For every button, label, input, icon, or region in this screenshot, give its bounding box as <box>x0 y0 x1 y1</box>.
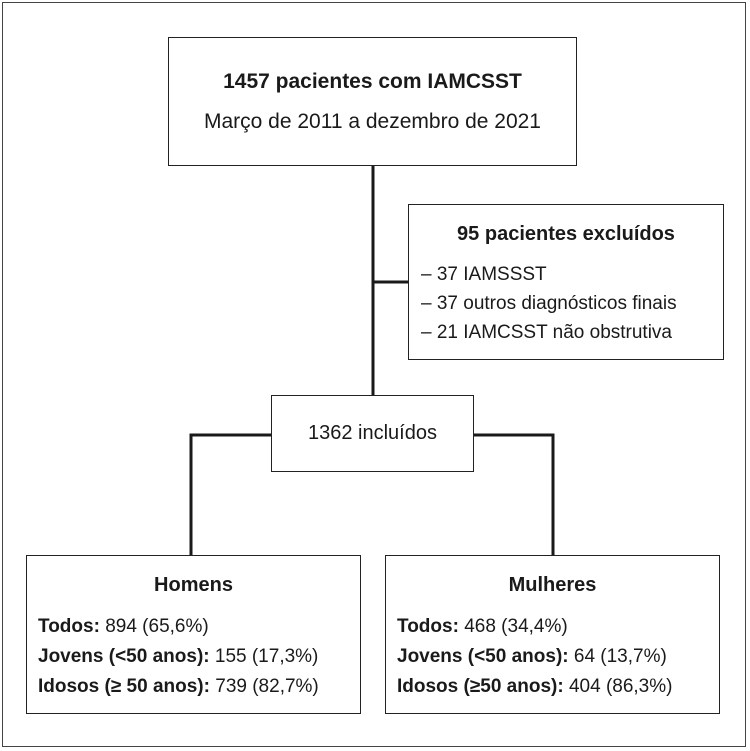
row-label: Jovens (<50 anos): <box>397 646 569 667</box>
excluded-list <box>421 260 677 347</box>
men-stats <box>38 612 319 702</box>
total-patients-title: 1457 pacientes com IAMCSST <box>223 70 522 93</box>
row-label: Todos: <box>397 616 459 637</box>
row-value: 468 (34,4%) <box>458 616 568 637</box>
row-value: 404 (86,3%) <box>563 676 673 697</box>
men-young-row <box>38 642 319 672</box>
women-box <box>385 555 720 714</box>
women-young-row <box>397 642 672 672</box>
row-label: Jovens (<50 anos): <box>38 646 210 667</box>
women-elderly-row <box>397 672 672 702</box>
included-label: 1362 incluídos <box>308 422 437 444</box>
women-stats <box>397 612 672 702</box>
excluded-item: – 21 IAMCSST não obstrutiva <box>421 322 672 343</box>
row-label: Idosos (≥50 anos): <box>397 676 564 697</box>
connector-to-men <box>191 435 271 555</box>
row-value: 64 (13,7%) <box>568 646 667 667</box>
men-title: Homens <box>154 574 233 596</box>
excluded-item: – 37 outros diagnósticos finais <box>421 293 677 314</box>
row-label: Idosos (≥ 50 anos): <box>38 676 210 697</box>
men-all-row <box>38 612 319 642</box>
row-label: Todos: <box>38 616 100 637</box>
women-all-row <box>397 612 672 642</box>
men-box <box>26 555 361 714</box>
excluded-box <box>408 204 724 360</box>
row-value: 739 (82,7%) <box>209 676 319 697</box>
row-value: 894 (65,6%) <box>99 616 209 637</box>
row-value: 155 (17,3%) <box>209 646 319 667</box>
total-patients-box <box>168 37 577 166</box>
connector-to-women <box>474 435 553 555</box>
study-period: Março de 2011 a dezembro de 2021 <box>203 110 541 133</box>
excluded-item: – 37 IAMSSST <box>421 264 547 285</box>
excluded-title: 95 pacientes excluídos <box>457 223 675 245</box>
women-title: Mulheres <box>508 574 597 596</box>
included-box <box>271 395 474 472</box>
men-elderly-row <box>38 672 319 702</box>
